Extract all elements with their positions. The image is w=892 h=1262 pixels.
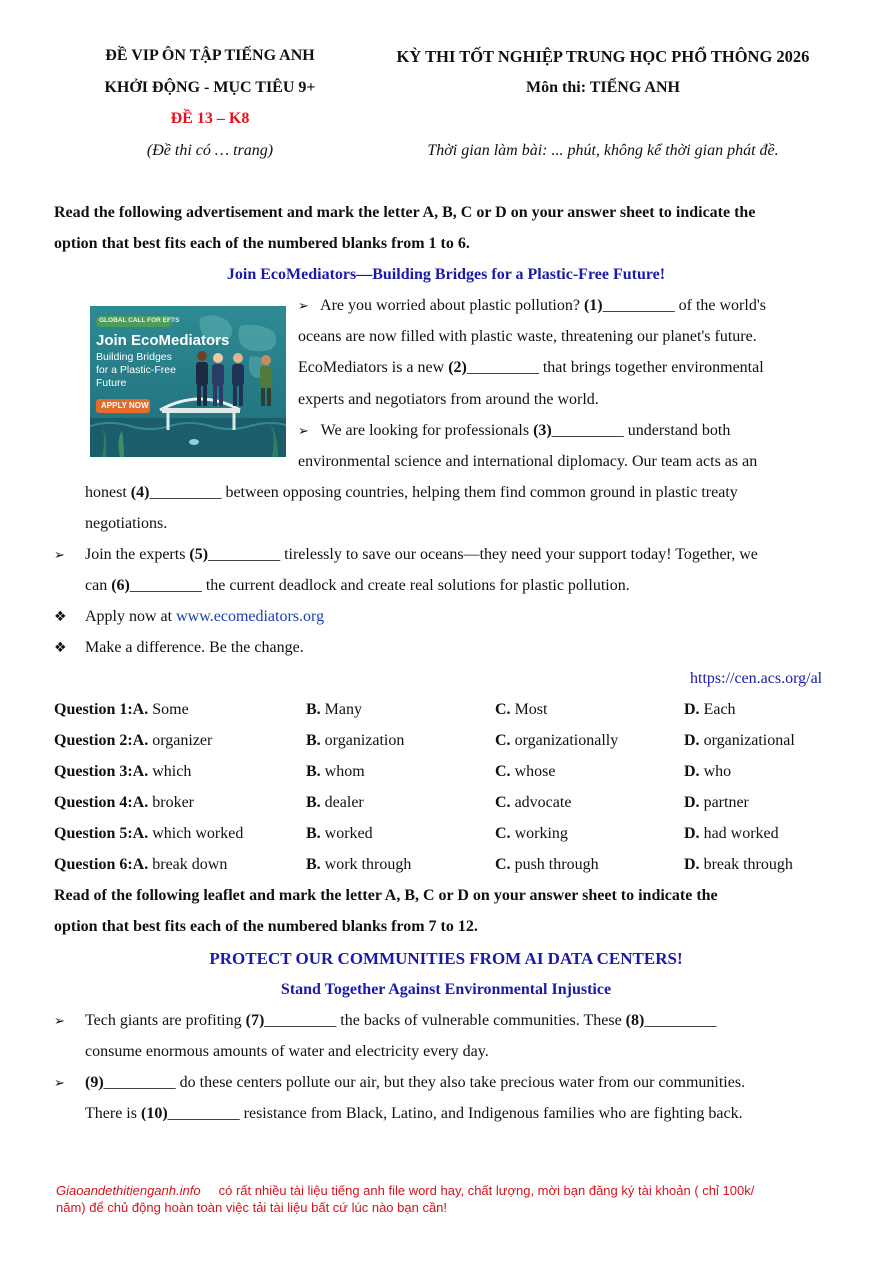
text: _________ understand both <box>551 422 731 439</box>
text: can <box>85 577 112 594</box>
blank-number: (6) <box>111 577 130 594</box>
text: Apply now at <box>85 608 177 625</box>
text: _________ do these centers pollute our air, but they also take precious water from our communities. <box>103 1074 746 1091</box>
option-c[interactable] <box>495 701 547 719</box>
option-letter: A. <box>132 701 149 718</box>
blank-number: (7) <box>245 1012 265 1029</box>
exam-set-title: ĐỀ VIP ÔN TẬP TIẾNG ANH <box>105 47 315 64</box>
text: _________ resistance from Black, Latino, and Indigenous families who are fighting back. <box>167 1105 743 1122</box>
question-row <box>54 856 854 880</box>
option-text: working <box>514 825 568 842</box>
option-d[interactable] <box>684 794 749 812</box>
ad-bullet-1-line3 <box>298 359 764 377</box>
option-letter: B. <box>306 732 321 749</box>
blank-number: (3) <box>533 422 552 439</box>
subject: Môn thi: TIẾNG ANH <box>526 79 680 96</box>
option-b[interactable] <box>306 763 365 781</box>
option-text: which <box>152 763 192 780</box>
ad-bullet-1-line2: oceans are now filled with plastic waste, threatening our planet's future. <box>298 328 757 345</box>
option-a[interactable] <box>54 701 189 719</box>
text: _________ that brings together environmental <box>466 359 764 376</box>
option-a[interactable] <box>54 732 212 750</box>
text: EcoMediators is a new <box>298 359 449 376</box>
arrow-bullet-icon: ➢ <box>54 1014 65 1029</box>
question-label: Question 6: <box>54 856 133 873</box>
option-text: Some <box>152 701 189 718</box>
option-c[interactable] <box>495 763 555 781</box>
diamond-bullet-icon: ❖ <box>54 640 67 656</box>
option-letter: C. <box>495 794 511 811</box>
text: Join the experts <box>85 546 190 563</box>
option-letter: A. <box>132 763 149 780</box>
ad-image <box>90 306 286 457</box>
option-letter: A. <box>132 825 149 842</box>
ad-bullet-2-line3 <box>85 484 738 502</box>
question-label: Question 1: <box>54 701 133 718</box>
ad-subheading-3: Future <box>96 377 127 389</box>
footer-text-line2: năm) để chủ động hoàn toàn việc tải tài liệu bất cứ lúc nào bạn cần! <box>56 1200 448 1215</box>
option-text: which worked <box>152 825 244 842</box>
question-row <box>54 794 854 818</box>
option-text: organizationally <box>514 732 619 749</box>
ad-heading: Join EcoMediators <box>96 332 230 349</box>
advertisement-title: Join EcoMediators—Building Bridges for a Plastic-Free Future! <box>226 266 666 283</box>
option-letter: D. <box>684 701 700 718</box>
option-letter: D. <box>684 794 700 811</box>
exam-code: ĐỀ 13 – K8 <box>170 110 250 127</box>
text: Tech giants are profiting <box>85 1012 246 1029</box>
apply-line <box>85 608 324 626</box>
ad-bullet-2-line1 <box>298 422 730 440</box>
option-letter: B. <box>306 701 321 718</box>
leaflet-bullet-2-line1 <box>85 1074 745 1092</box>
option-text: whose <box>514 763 556 780</box>
option-d[interactable] <box>684 763 731 781</box>
text: Are you worried about plastic pollution? <box>320 297 584 314</box>
option-letter: B. <box>306 763 321 780</box>
option-letter: C. <box>495 732 511 749</box>
option-text: advocate <box>514 794 572 811</box>
leaflet-title: PROTECT OUR COMMUNITIES FROM AI DATA CENTERS! <box>209 949 683 968</box>
arrow-bullet-icon: ➢ <box>298 424 309 439</box>
option-text: dealer <box>324 794 364 811</box>
leaflet-bullet-1-line1 <box>85 1012 716 1030</box>
exam-name: KỲ THI TỐT NGHIỆP TRUNG HỌC PHỔ THÔNG 2026 <box>396 47 810 66</box>
section1-instruction-line1: Read the following advertisement and mark the letter A, B, C or D on your answer sheet to indicate the <box>54 204 756 221</box>
exam-level: KHỞI ĐỘNG - MỤC TIÊU 9+ <box>104 79 316 96</box>
text: _________ of the world's <box>602 297 766 314</box>
text: We are looking for professionals <box>320 422 534 439</box>
leaflet-bullet-1-line2: consume enormous amounts of water and electricity every day. <box>85 1043 489 1060</box>
question-row <box>54 825 854 849</box>
website-link[interactable]: www.ecomediators.org <box>176 608 325 625</box>
section2-instruction-line2: option that best fits each of the numbered blanks from 7 to 12. <box>54 918 478 935</box>
option-b[interactable] <box>306 825 373 843</box>
option-c[interactable] <box>495 794 571 812</box>
ad-bullet-2-line2: environmental science and international diplomacy. Our team acts as an <box>298 453 758 470</box>
option-text: who <box>703 763 732 780</box>
option-c[interactable] <box>495 825 568 843</box>
option-b[interactable] <box>306 794 364 812</box>
section2-instruction-line1: Read of the following leaflet and mark the letter A, B, C or D on your answer sheet to indicate the <box>54 887 718 904</box>
ad-bullet-2-line4: negotiations. <box>85 515 168 532</box>
option-text: break through <box>703 856 793 873</box>
option-letter: C. <box>495 825 511 842</box>
option-a[interactable] <box>54 763 191 781</box>
blank-number: (9) <box>85 1074 104 1091</box>
option-d[interactable] <box>684 856 793 874</box>
option-a[interactable] <box>54 794 194 812</box>
ad-bullet-3-line1 <box>85 546 758 564</box>
question-row <box>54 701 854 725</box>
question-label: Question 2: <box>54 732 133 749</box>
option-letter: D. <box>684 763 700 780</box>
option-text: whom <box>324 763 365 780</box>
question-label: Question 3: <box>54 763 133 780</box>
option-text: worked <box>324 825 373 842</box>
text: _________ the current deadlock and create real solutions for plastic pollution. <box>129 577 630 594</box>
option-text: break down <box>152 856 228 873</box>
blank-number: (5) <box>189 546 209 563</box>
ad-bullet-3-line2 <box>85 577 630 595</box>
option-a[interactable] <box>54 825 243 843</box>
option-text: organization <box>324 732 405 749</box>
leaflet-bullet-2-line2 <box>85 1105 743 1123</box>
option-text: organizational <box>703 732 795 749</box>
page-count-note: (Đề thi có … trang) <box>146 142 274 159</box>
option-letter: D. <box>684 856 700 873</box>
option-text: partner <box>703 794 749 811</box>
option-text: push through <box>514 856 599 873</box>
option-text: Each <box>703 701 736 718</box>
question-row <box>54 732 854 756</box>
blank-number: (2) <box>448 359 467 376</box>
text: _________ tirelessly to save our oceans—they need your support today! Together, we <box>208 546 758 563</box>
ad-bullet-1-line1 <box>298 297 766 315</box>
option-letter: B. <box>306 794 321 811</box>
option-a[interactable] <box>54 856 227 874</box>
option-c[interactable] <box>495 732 618 750</box>
option-text: organizer <box>152 732 213 749</box>
option-letter: D. <box>684 825 700 842</box>
option-b[interactable] <box>306 732 404 750</box>
text: There is <box>85 1105 141 1122</box>
text: _________ <box>644 1012 717 1029</box>
blank-number: (8) <box>625 1012 645 1029</box>
arrow-bullet-icon: ➢ <box>54 1076 65 1091</box>
text: honest <box>85 484 131 501</box>
text: _________ the backs of vulnerable communities. These <box>264 1012 626 1029</box>
option-text: broker <box>152 794 194 811</box>
option-d[interactable] <box>684 732 795 750</box>
option-letter: A. <box>132 856 149 873</box>
text: _________ between opposing countries, helping them find common ground in plastic treaty <box>149 484 738 501</box>
question-row <box>54 763 854 787</box>
diamond-bullet-icon: ❖ <box>54 609 67 625</box>
question-label: Question 4: <box>54 794 133 811</box>
option-b[interactable] <box>306 856 411 874</box>
ad-apply-button: APPLY NOW <box>101 401 149 410</box>
arrow-bullet-icon: ➢ <box>298 299 309 314</box>
option-b[interactable] <box>306 701 362 719</box>
arrow-bullet-icon: ➢ <box>54 548 65 563</box>
source-link[interactable]: https://cen.acs.org/al <box>690 670 823 687</box>
option-letter: D. <box>684 732 700 749</box>
option-letter: A. <box>132 794 149 811</box>
ad-subheading-2: for a Plastic-Free <box>96 364 176 376</box>
make-difference-line: Make a difference. Be the change. <box>85 639 304 656</box>
option-text: Most <box>514 701 548 718</box>
time-note: Thời gian làm bài: ... phút, không kể thời gian phát đề. <box>427 142 779 159</box>
option-letter: A. <box>132 732 149 749</box>
footer-promo <box>56 1182 856 1216</box>
section1-instruction-line2: option that best fits each of the numbered blanks from 1 to 6. <box>54 235 470 252</box>
leaflet-subtitle: Stand Together Against Environmental Injustice <box>280 981 612 998</box>
option-letter: C. <box>495 856 511 873</box>
option-text: work through <box>324 856 412 873</box>
option-letter: C. <box>495 701 511 718</box>
option-text: had worked <box>703 825 779 842</box>
blank-number: (1) <box>583 297 603 314</box>
footer-text-line1: có rất nhiều tài liệu tiếng anh file word hay, chất lượng, mời bạn đăng ký tài khoản ( chỉ 100k/ <box>218 1183 755 1198</box>
option-text: Many <box>324 701 362 718</box>
option-letter: C. <box>495 763 511 780</box>
blank-number: (10) <box>140 1105 168 1122</box>
footer-site-link[interactable]: Giaoandethitienganh.info <box>56 1183 201 1198</box>
ad-bullet-1-line4: experts and negotiators from around the world. <box>298 391 599 408</box>
ad-badge: GLOBAL CALL FOR EFTS <box>99 317 180 324</box>
option-letter: B. <box>306 856 321 873</box>
question-label: Question 5: <box>54 825 133 842</box>
ad-subheading-1: Building Bridges <box>96 351 172 363</box>
option-d[interactable] <box>684 701 736 719</box>
option-c[interactable] <box>495 856 599 874</box>
option-d[interactable] <box>684 825 779 843</box>
option-letter: B. <box>306 825 321 842</box>
blank-number: (4) <box>130 484 150 501</box>
